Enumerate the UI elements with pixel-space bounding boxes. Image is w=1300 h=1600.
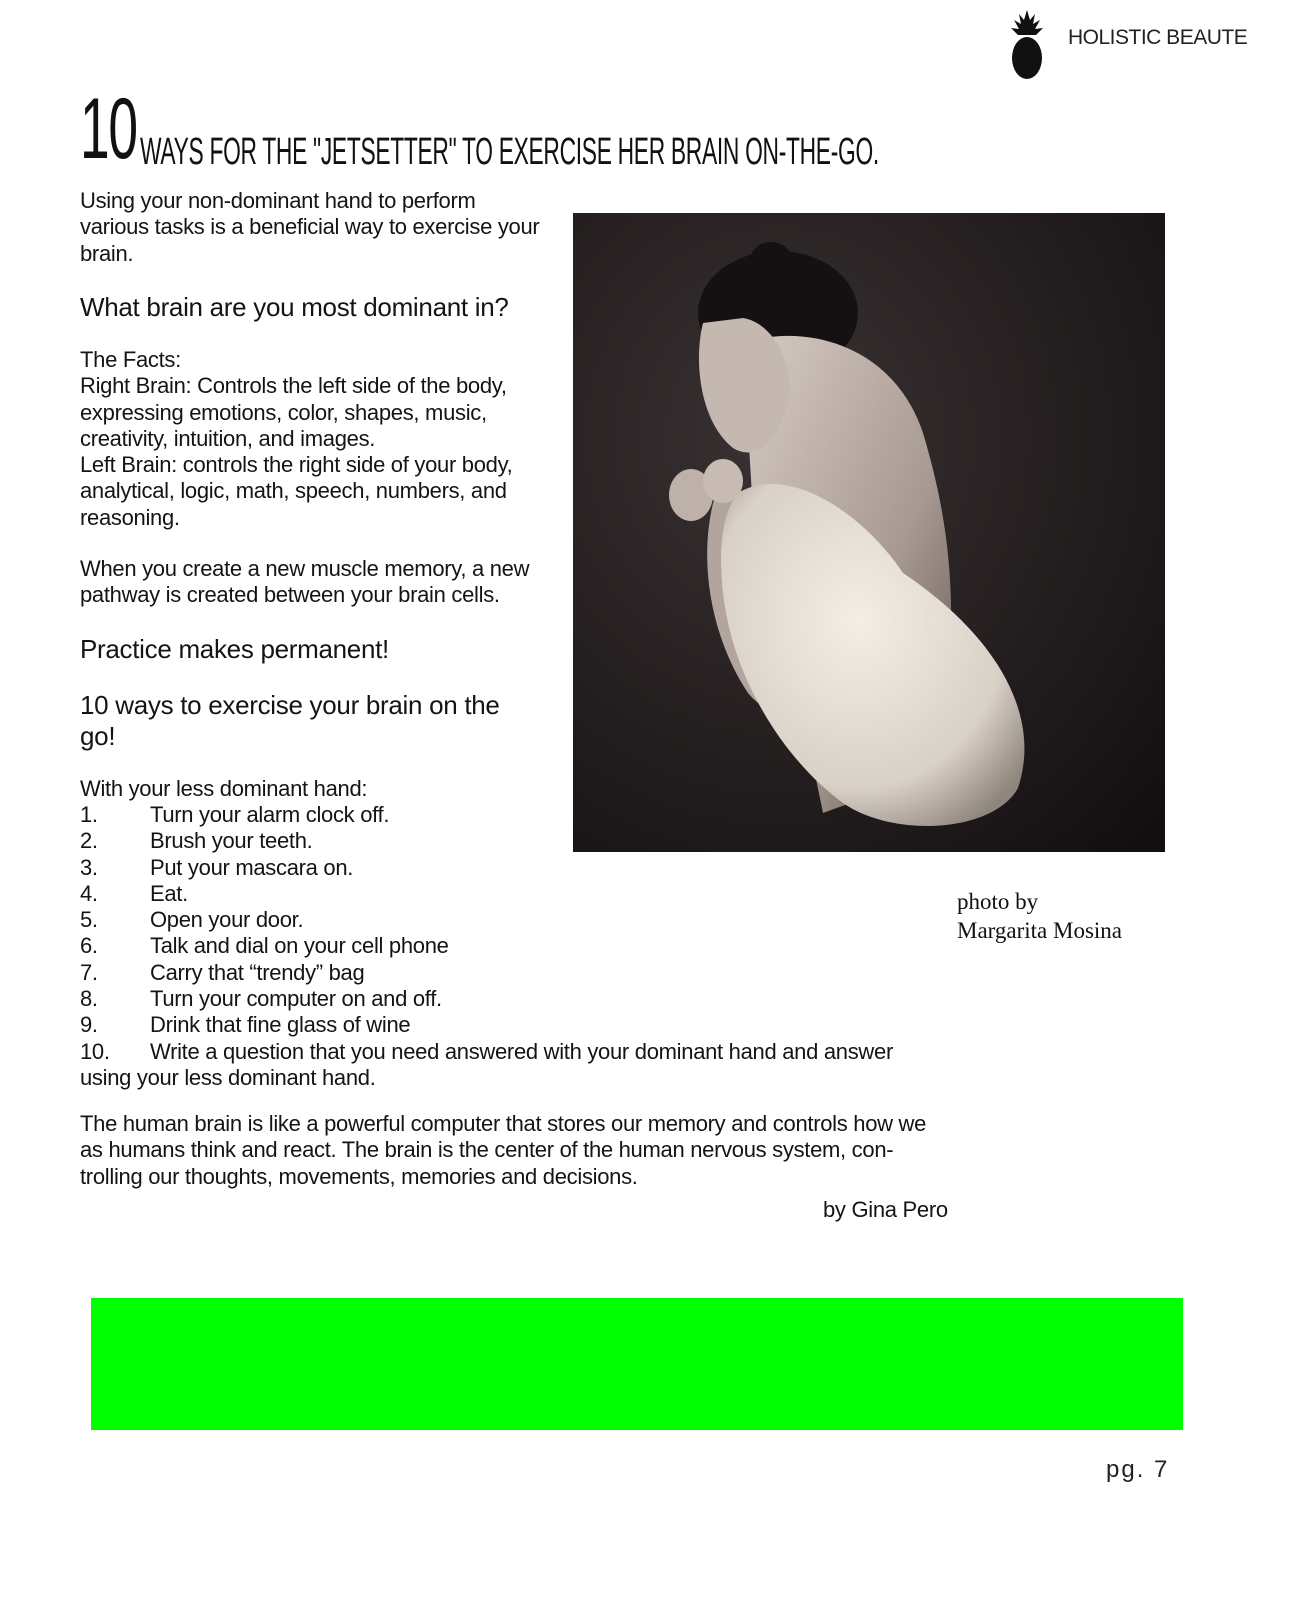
ways-heading: 10 ways to exercise your brain on the go! (80, 690, 500, 751)
ad-banner[interactable] (91, 1298, 1183, 1430)
list-item (80, 881, 940, 907)
step-number: 10. (80, 1038, 110, 1064)
step-text: Brush your teeth. (150, 828, 313, 854)
facts-block (80, 347, 550, 531)
list-item (80, 933, 940, 959)
list-item (80, 1012, 940, 1038)
step-number: 2. (80, 828, 98, 854)
step-text: Carry that “trendy” bag (150, 959, 365, 985)
portrait-photo (573, 213, 1165, 852)
list-item (80, 907, 940, 933)
step-text: Put your mascara on. (150, 854, 354, 880)
author-byline: by Gina Pero (823, 1197, 948, 1222)
step-number: 5. (80, 907, 98, 933)
step-number: 9. (80, 1012, 98, 1038)
step-number: 8. (80, 986, 98, 1012)
photo-credit-label: photo by (957, 889, 1039, 914)
right-brain-fact: Right Brain: Controls the left side of the body, expressing emotions, color, shapes, music, creativity, intuition, and images. (80, 373, 507, 451)
list-item (80, 960, 940, 986)
page-number: pg. 7 (1106, 1456, 1170, 1483)
step-text: Turn your computer on and off. (150, 986, 442, 1012)
list-item (80, 986, 940, 1012)
step-number: 4. (80, 880, 98, 906)
step-number: 7. (80, 959, 98, 985)
step-text: Write a question that you need answered with your dominant hand and answer using your less dominant hand. (80, 1038, 893, 1090)
step-text: Open your door. (150, 907, 304, 933)
title-number: 10 (80, 81, 137, 177)
title-text: WAYS FOR THE "JETSETTER" TO EXERCISE HER BRAIN ON-THE-GO. (140, 131, 879, 173)
step-number: 3. (80, 854, 98, 880)
list-item (80, 855, 940, 881)
photographer-name: Margarita Mosina (957, 918, 1123, 943)
intro-paragraph: Using your non-dominant hand to perform various tasks is a beneficial way to exercise your brain. (80, 188, 540, 266)
closing-paragraph: The human brain is like a powerful computer that stores our memory and controls how we as humans think and react. The brain is the center of the human nervous system, con-trolling our thoughts, movements, memories and decisions. (80, 1111, 927, 1189)
step-text: Turn your alarm clock off. (150, 802, 390, 827)
step-number: 1. (80, 802, 98, 827)
step-text: Drink that fine glass of wine (150, 1012, 411, 1038)
question-heading: What brain are you most dominant in? (80, 292, 509, 322)
list-item (80, 1039, 940, 1092)
brand-name: HOLISTIC BEAUTE (1068, 26, 1248, 49)
left-brain-fact: Left Brain: controls the right side of your body, analytical, logic, math, speech, numbers, and reasoning. (80, 452, 513, 530)
pineapple-icon (1010, 8, 1044, 80)
article-title (80, 81, 1200, 177)
practice-heading: Practice makes permanent! (80, 634, 389, 664)
list-intro: With your less dominant hand: (80, 776, 368, 801)
step-number: 6. (80, 933, 98, 959)
step-text: Talk and dial on your cell phone (150, 933, 449, 959)
photo-credit (957, 887, 1197, 945)
muscle-memory-paragraph: When you create a new muscle memory, a new pathway is created between your brain cells. (80, 556, 530, 608)
facts-label: The Facts: (80, 347, 181, 372)
step-text: Eat. (150, 880, 188, 906)
